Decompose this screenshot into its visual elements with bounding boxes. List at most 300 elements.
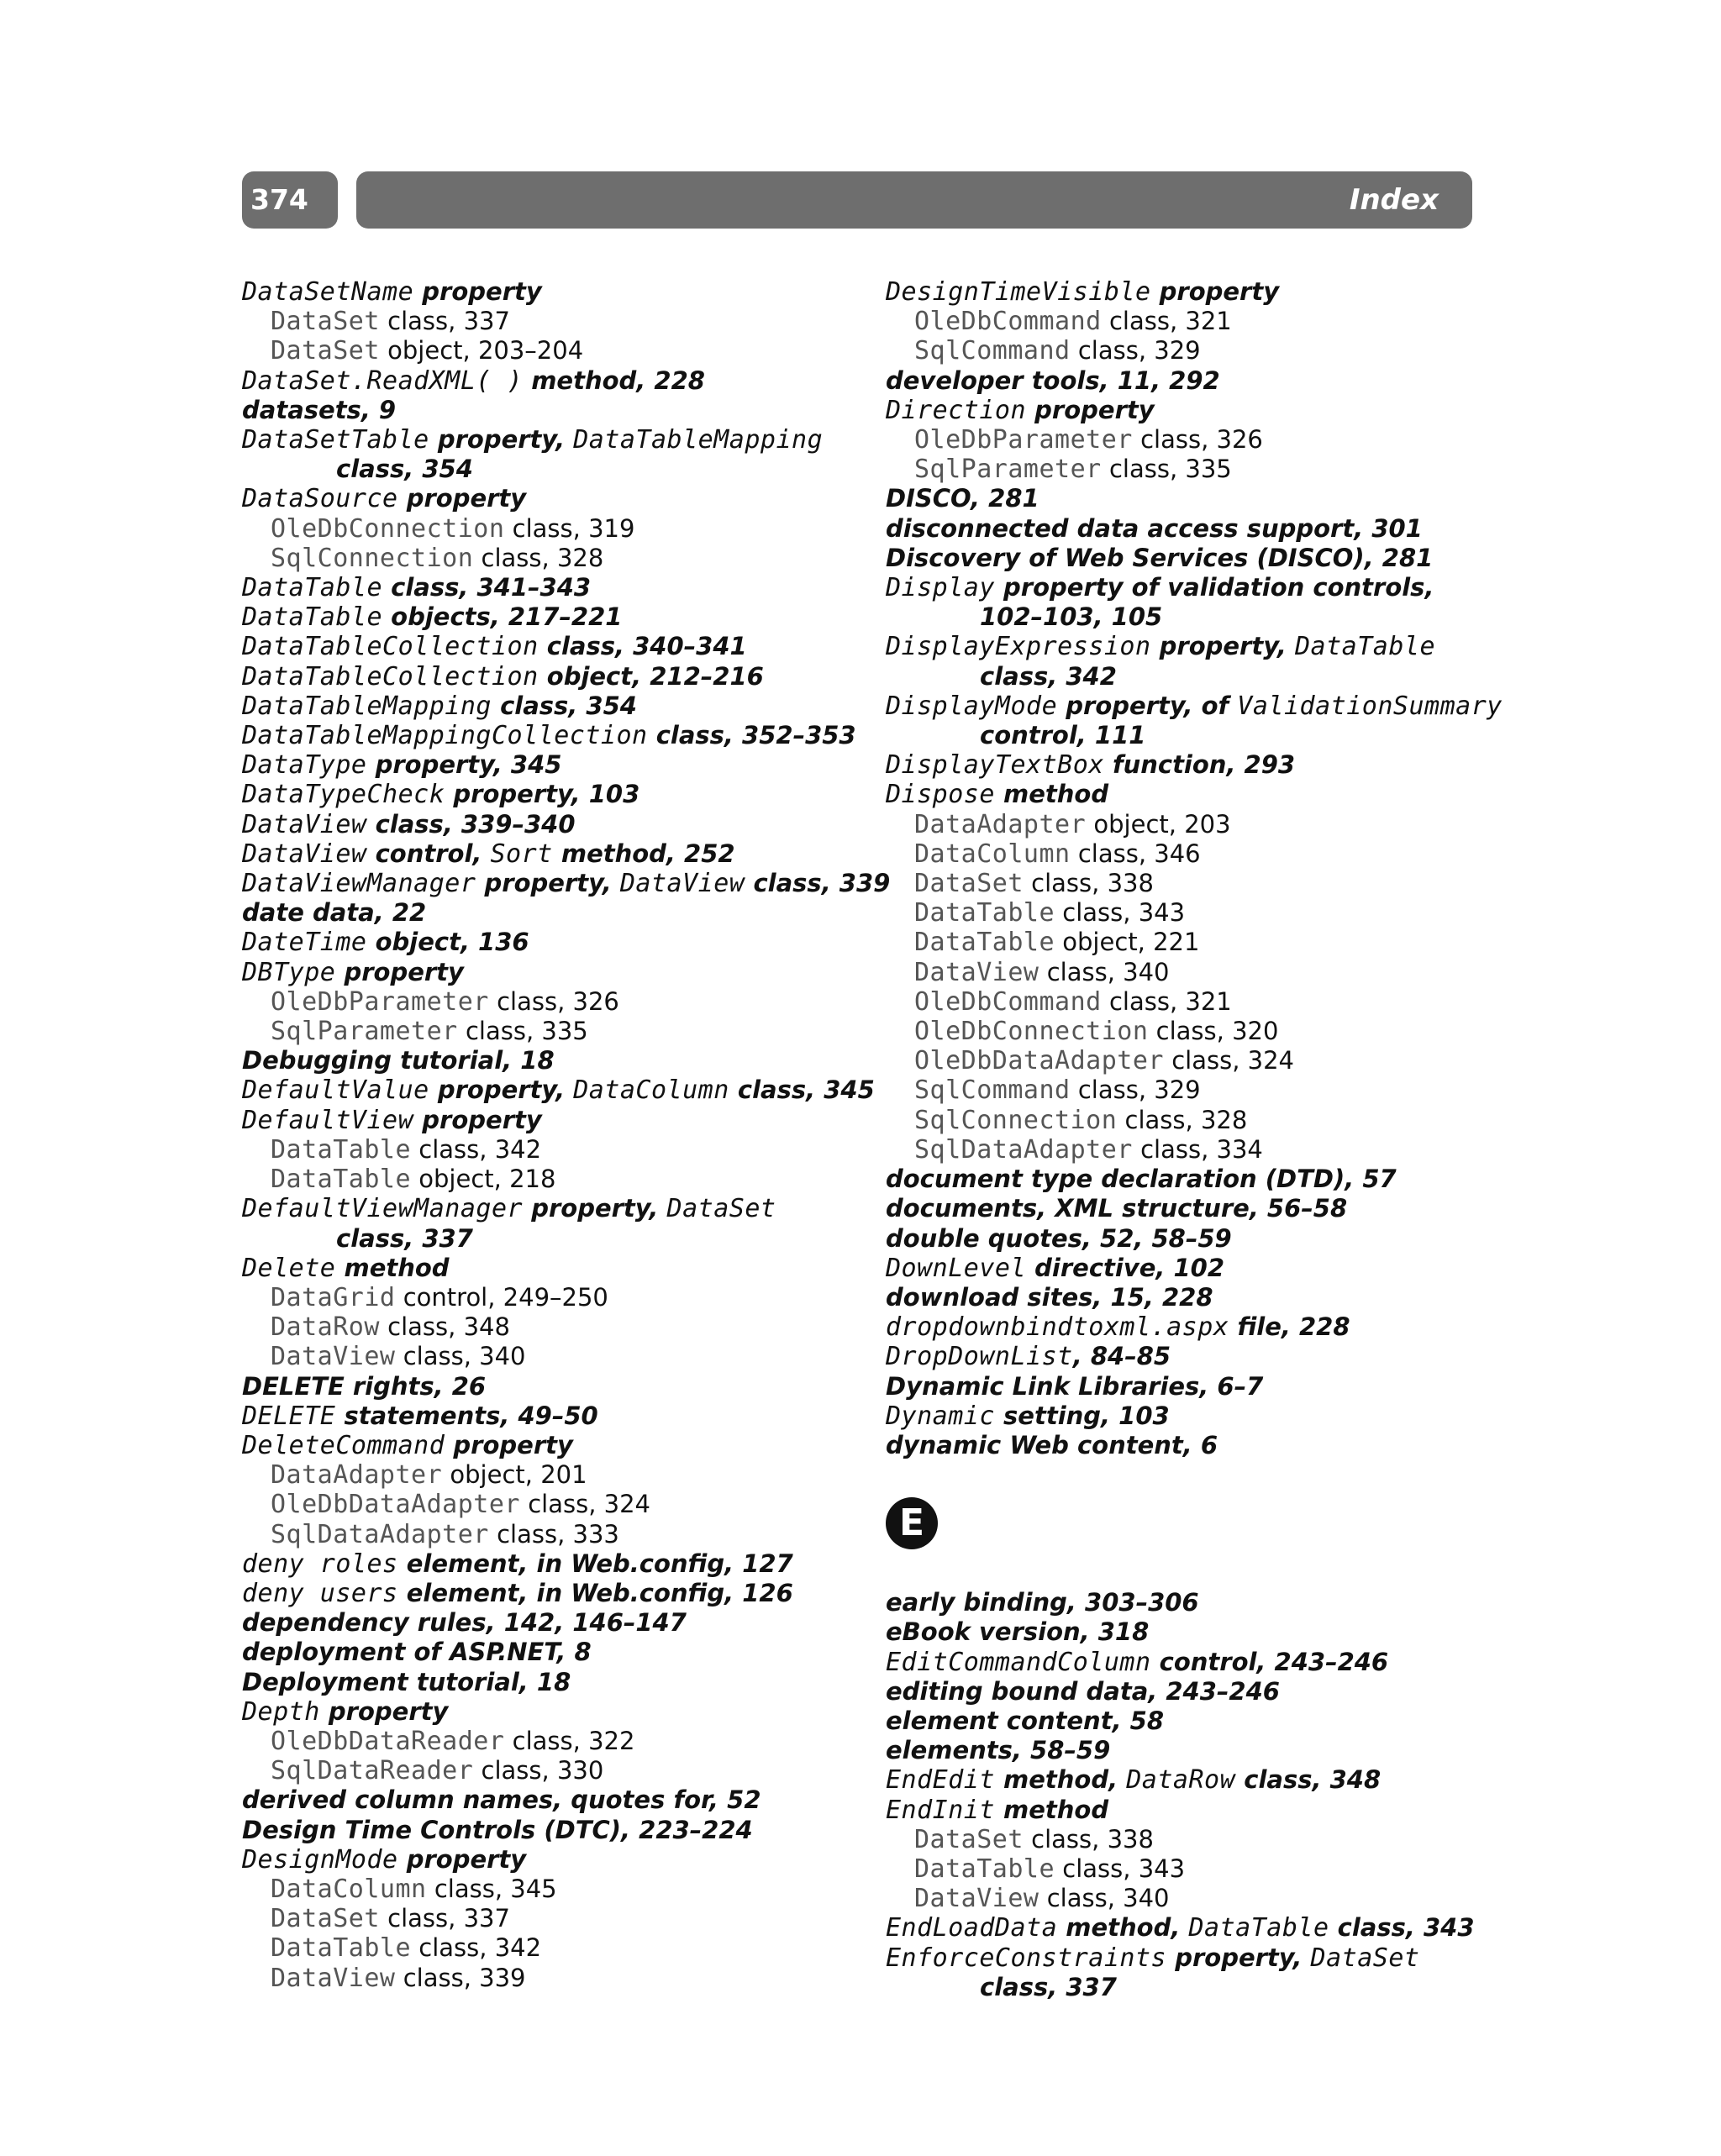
index-entry (242, 750, 830, 780)
code-term: DataTable (271, 1933, 412, 1964)
code-term: DataView (271, 1342, 396, 1372)
index-text: , 84–85 (1072, 1342, 1171, 1371)
index-entry-continuation (242, 1224, 830, 1254)
index-text: class, 352–353 (647, 721, 856, 750)
index-text: class, 342 (411, 1933, 542, 1963)
code-term: OleDbCommand (914, 986, 1102, 1017)
index-text: class, 324 (1163, 1046, 1294, 1075)
code-term: DataTable (271, 1165, 412, 1195)
index-subentry (242, 544, 830, 573)
code-term: ValidationSummary (1237, 691, 1503, 721)
code-term: Dynamic (886, 1401, 995, 1431)
code-term: EndEdit (886, 1765, 995, 1796)
code-term: DateTime (242, 928, 367, 958)
index-subentry (242, 1904, 830, 1933)
index-text: object, 203 (1086, 809, 1231, 839)
index-entry (886, 632, 1482, 661)
index-subentry (242, 307, 830, 336)
index-entry (242, 632, 830, 661)
index-entry (242, 1579, 830, 1608)
index-text: property (1026, 395, 1155, 424)
index-text: property (319, 1696, 449, 1726)
index-text: class, 335 (1101, 455, 1232, 484)
index-subentry (886, 1017, 1482, 1046)
index-text: property (335, 957, 464, 986)
code-term: Depth (242, 1696, 320, 1727)
index-subentry (242, 1283, 830, 1312)
index-subentry (886, 1854, 1482, 1884)
index-entry (242, 484, 830, 513)
index-text: control, 111 (980, 721, 1146, 750)
index-entry-continuation (242, 455, 830, 484)
index-text: object, 221 (1055, 928, 1200, 957)
index-text: class, 345 (729, 1075, 875, 1105)
index-text: objects, 217–221 (382, 602, 623, 632)
index-text: element, in Web.config, 127 (397, 1549, 793, 1578)
index-entry (886, 1765, 1482, 1795)
index-entry (242, 1106, 830, 1135)
index-text: property, (523, 1194, 667, 1223)
index-subentry (886, 307, 1482, 336)
code-term: DesignTimeVisible (886, 277, 1151, 307)
index-text: elements, 58–59 (886, 1736, 1111, 1765)
code-term: SqlDataAdapter (914, 1134, 1133, 1165)
index-entry (886, 780, 1482, 809)
index-text: class, 328 (1117, 1105, 1248, 1134)
code-term: DataSet (914, 1824, 1024, 1854)
code-term: DataSet (271, 307, 380, 337)
index-entry (242, 691, 830, 721)
index-entry (242, 366, 830, 396)
index-subentry (886, 958, 1482, 987)
code-term: DefaultValue (242, 1075, 429, 1106)
index-entry (242, 839, 830, 869)
index-text: control, 249–250 (395, 1282, 608, 1312)
index-text: class, 340 (395, 1342, 526, 1371)
code-term: DataSet (271, 336, 380, 366)
code-term: DataTable (1294, 632, 1436, 662)
code-term: OleDbCommand (914, 307, 1102, 337)
index-subentry (242, 987, 830, 1017)
index-text: object, 218 (411, 1165, 556, 1194)
index-text: class, 343 (1329, 1913, 1475, 1943)
index-text: property, (1166, 1943, 1311, 1972)
index-text: class, 326 (488, 986, 619, 1016)
code-term: DataTable (271, 1134, 412, 1165)
index-entry (886, 1431, 1482, 1460)
index-text: eBook version, 318 (886, 1617, 1150, 1647)
code-term: OleDbDataAdapter (271, 1490, 520, 1520)
index-entry (886, 1372, 1482, 1401)
index-entry (886, 1706, 1482, 1736)
index-subentry (242, 1727, 830, 1756)
index-text: object, 212–216 (538, 661, 764, 691)
code-term: Direction (886, 395, 1027, 425)
index-text: class, 337 (980, 1972, 1117, 2001)
index-entry (886, 1588, 1482, 1617)
index-subentry (886, 869, 1482, 898)
index-entry (886, 1194, 1482, 1223)
index-text: Deployment tutorial, 18 (242, 1667, 571, 1696)
index-text: date data, 22 (242, 898, 427, 928)
index-text: class, 339 (395, 1963, 526, 1992)
index-text: class, 339 (745, 869, 891, 898)
code-term: Display (886, 573, 995, 603)
index-text: class, 330 (473, 1756, 604, 1785)
index-text: class, 328 (473, 543, 604, 572)
index-subentry (242, 1135, 830, 1165)
index-entry (886, 1648, 1482, 1677)
index-text: method (994, 780, 1109, 809)
index-text: statements, 49–50 (335, 1401, 598, 1430)
code-term: deny roles (242, 1549, 398, 1579)
index-subentry (242, 1017, 830, 1046)
code-term: DataView (242, 809, 367, 839)
section-letter-badge: E (886, 1497, 938, 1549)
code-term: DataView (619, 869, 745, 899)
code-term: Delete (242, 1253, 336, 1283)
index-text: datasets, 9 (242, 395, 397, 424)
index-subentry (242, 514, 830, 544)
index-text: method (335, 1253, 450, 1282)
index-text: double quotes, 52, 58–59 (886, 1223, 1232, 1253)
index-text: class, 319 (504, 513, 635, 543)
code-term: OleDbConnection (914, 1017, 1149, 1047)
code-term: DataTableCollection (242, 632, 539, 662)
index-text: method, (994, 1765, 1127, 1795)
code-term: DesignMode (242, 1844, 398, 1875)
code-term: DataSet (1310, 1943, 1420, 1973)
code-term: OleDbDataReader (271, 1726, 505, 1756)
index-text: class, 333 (488, 1519, 619, 1549)
index-subentry (886, 1106, 1482, 1135)
index-entry (886, 544, 1482, 573)
index-text: control, 243–246 (1150, 1647, 1389, 1676)
code-term: DataTableCollection (242, 661, 539, 691)
index-entry (242, 1845, 830, 1875)
index-entry (242, 1785, 830, 1815)
index-text: 102–103, 105 (980, 602, 1163, 632)
index-text: element, in Web.config, 126 (397, 1578, 793, 1607)
index-text: class, 339–340 (366, 809, 576, 839)
index-entry (242, 869, 891, 899)
index-subentry (242, 1875, 830, 1904)
code-term: dropdownbindtoxml.aspx (886, 1312, 1229, 1343)
index-entry (886, 366, 1482, 396)
index-entry (242, 810, 830, 839)
index-text: class, 348 (1235, 1765, 1382, 1795)
index-entry (886, 1736, 1482, 1765)
index-text: DISCO, 281 (886, 484, 1039, 513)
index-text: object, 201 (442, 1460, 587, 1490)
index-text: class, 338 (1023, 1824, 1154, 1854)
index-text: class, 321 (1101, 307, 1232, 336)
index-entry (242, 1431, 830, 1460)
code-term: OleDbParameter (271, 986, 489, 1017)
index-subentry (886, 1884, 1482, 1913)
index-text: class, 329 (1070, 336, 1201, 365)
code-term: DisplayExpression (886, 632, 1151, 662)
code-term: DataView (914, 957, 1039, 987)
code-term: DataColumn (914, 839, 1071, 869)
code-term: DataView (914, 1884, 1039, 1914)
index-entry (886, 396, 1482, 425)
index-group-d (886, 277, 1503, 1460)
index-text: property, (429, 425, 574, 455)
index-entry (242, 1194, 830, 1223)
section-title: Index (356, 171, 1472, 229)
code-term: DataTable (914, 898, 1055, 928)
code-term: DataTable (914, 1854, 1055, 1884)
index-entry (242, 1401, 830, 1431)
code-term: DisplayTextBox (886, 750, 1104, 781)
index-text: class, 335 (457, 1017, 588, 1046)
index-text: class, 326 (1132, 425, 1263, 455)
index-text: dynamic Web content, 6 (886, 1430, 1218, 1459)
code-term: DataTable (242, 602, 383, 633)
index-subentry (886, 987, 1482, 1017)
index-text: element content, 58 (886, 1706, 1165, 1735)
index-text: class, 354 (491, 691, 637, 720)
section-letter-heading (886, 1497, 1482, 1581)
code-term: deny users (242, 1578, 398, 1608)
index-text: class, 340–341 (538, 632, 747, 661)
index-entry (242, 721, 856, 751)
index-entry-continuation (886, 1973, 1482, 2002)
index-text: class, 324 (519, 1490, 650, 1519)
code-term: SqlConnection (271, 543, 474, 573)
index-subentry (242, 1342, 830, 1371)
code-term: DELETE (242, 1401, 336, 1431)
index-subentry (242, 1520, 830, 1549)
index-text: download sites, 15, 228 (886, 1282, 1213, 1312)
index-text: class, 342 (980, 661, 1117, 691)
code-term: DataView (271, 1963, 396, 1993)
index-text: object, 203–204 (379, 336, 584, 365)
index-subentry (242, 1490, 830, 1519)
index-entry (886, 277, 1482, 307)
index-text: document type declaration (DTD), 57 (886, 1165, 1397, 1194)
index-entry (242, 1254, 830, 1283)
index-text: property, (1150, 632, 1295, 661)
code-term: DataAdapter (271, 1460, 443, 1491)
code-term: SqlDataAdapter (271, 1519, 489, 1549)
code-term: DataSet (271, 1904, 380, 1934)
index-entry (242, 573, 830, 602)
index-entry (886, 750, 1482, 780)
index-text: documents, XML structure, 56–58 (886, 1194, 1348, 1223)
index-entry (242, 1697, 830, 1727)
index-entry (242, 1075, 875, 1106)
index-text: property, of (1057, 691, 1238, 720)
index-text: disconnected data access support, 301 (886, 513, 1423, 543)
index-text: function, 293 (1103, 750, 1296, 780)
index-text: class, 354 (336, 455, 473, 484)
index-entry (242, 928, 830, 957)
index-subentry (242, 1460, 830, 1490)
index-entry (242, 277, 830, 307)
index-subentry (242, 1165, 830, 1194)
index-text: control, (366, 839, 491, 868)
index-entry (886, 1796, 1482, 1825)
code-term: DataTable (914, 928, 1055, 958)
index-entry-continuation (886, 662, 1482, 691)
code-term: OleDbParameter (914, 425, 1133, 455)
code-term: EditCommandColumn (886, 1647, 1151, 1677)
index-text: Design Time Controls (DTC), 223–224 (242, 1815, 753, 1844)
index-subentry (242, 1312, 830, 1342)
index-entry (886, 1283, 1482, 1312)
code-term: DataTableMappingCollection (242, 721, 648, 751)
index-text: object, 136 (366, 928, 529, 957)
index-entry (242, 780, 830, 809)
index-entry (242, 1046, 830, 1075)
code-term: OleDbConnection (271, 513, 505, 544)
code-term: DownLevel (886, 1253, 1027, 1283)
code-term: DataType (242, 750, 367, 781)
index-text: class, 322 (504, 1726, 635, 1755)
index-entry (886, 514, 1482, 544)
code-term: OleDbDataAdapter (914, 1046, 1164, 1076)
code-term: SqlCommand (914, 336, 1071, 366)
index-subentry (886, 898, 1482, 928)
index-entry (242, 1816, 830, 1845)
index-subentry (886, 336, 1482, 365)
index-entry (886, 1312, 1482, 1342)
index-entry (242, 958, 830, 987)
index-text: class, 340 (1039, 957, 1170, 986)
index-text: method, 252 (552, 839, 735, 868)
index-entry (886, 1165, 1482, 1194)
index-text: class, 341–343 (382, 573, 592, 602)
code-term: DataAdapter (914, 809, 1087, 839)
index-subentry (886, 1825, 1482, 1854)
code-term: EnforceConstraints (886, 1943, 1167, 1973)
code-term: DataView (242, 839, 367, 869)
index-text: method (994, 1795, 1109, 1824)
index-entry (886, 1224, 1482, 1254)
code-term: DataTableMapping (242, 691, 492, 721)
index-text: class, 340 (1039, 1884, 1170, 1913)
index-entry (242, 898, 830, 928)
code-term: DataSet (666, 1194, 776, 1224)
index-subentry (242, 336, 830, 365)
index-subentry (886, 455, 1482, 484)
code-term: DataViewManager (242, 869, 476, 899)
index-text: class, 338 (1023, 869, 1154, 898)
index-entry (242, 1668, 830, 1697)
index-text: class, 329 (1070, 1075, 1201, 1105)
code-term: DataSet.ReadXML( ) (242, 365, 524, 396)
index-text: Discovery of Web Services (DISCO), 281 (886, 543, 1434, 572)
index-subentry (242, 1756, 830, 1785)
code-term: SqlParameter (271, 1017, 458, 1047)
code-term: DataSource (242, 484, 398, 514)
index-entry (886, 573, 1482, 602)
code-term: EndLoadData (886, 1913, 1058, 1943)
index-subentry (242, 1964, 830, 1993)
code-term: DataSet (914, 869, 1024, 899)
code-term: DBType (242, 957, 336, 987)
index-text: class, 343 (1055, 898, 1186, 928)
index-subentry (886, 1046, 1482, 1075)
index-subentry (886, 810, 1482, 839)
index-entry (242, 1549, 830, 1579)
index-text: property, (476, 869, 620, 898)
index-text: property (397, 1844, 527, 1874)
index-text: class, 346 (1070, 839, 1201, 868)
code-term: DataTable (1188, 1913, 1329, 1943)
index-entry (886, 1254, 1482, 1283)
index-subentry (242, 1933, 830, 1963)
index-entry (242, 425, 830, 455)
page-header (242, 171, 1472, 229)
code-term: DisplayMode (886, 691, 1058, 721)
index-entry (886, 1943, 1482, 1973)
index-text: class, 348 (379, 1312, 510, 1342)
index-text: class, 337 (379, 1904, 510, 1933)
code-term: SqlCommand (914, 1075, 1071, 1106)
code-term: DataSetTable (242, 425, 429, 455)
index-text: property (445, 1430, 573, 1459)
index-entry (886, 1677, 1482, 1706)
index-subentry (886, 1075, 1482, 1105)
code-term: EndInit (886, 1795, 995, 1825)
index-text: property, 345 (366, 750, 562, 780)
index-entry (242, 1608, 830, 1638)
index-text: developer tools, 11, 292 (886, 365, 1220, 395)
code-term: DataGrid (271, 1282, 396, 1312)
index-text: property of validation controls, (994, 573, 1434, 602)
index-entry (242, 396, 830, 425)
index-entry (886, 1617, 1482, 1647)
index-text: editing bound data, 243–246 (886, 1676, 1280, 1706)
index-text: early binding, 303–306 (886, 1588, 1199, 1617)
index-column-right (886, 277, 1503, 2002)
page-number: 374 (242, 171, 338, 229)
code-term: SqlParameter (914, 455, 1102, 485)
code-term: DropDownList (886, 1342, 1073, 1372)
index-text: file, 228 (1229, 1312, 1350, 1342)
code-term: DataTableMapping (573, 425, 824, 455)
index-text: class, 345 (426, 1874, 557, 1903)
index-subentry (886, 425, 1482, 455)
index-entry (886, 1401, 1482, 1431)
index-entry (886, 691, 1503, 721)
index-entry (242, 1372, 830, 1401)
index-entry (886, 484, 1482, 513)
index-text: method, 228 (523, 365, 705, 395)
index-subentry (886, 1135, 1482, 1165)
code-term: DefaultViewManager (242, 1194, 524, 1224)
index-text: class, 334 (1132, 1134, 1263, 1164)
index-text: directive, 102 (1026, 1253, 1225, 1282)
index-text: property, 103 (445, 780, 640, 809)
index-text: property, (429, 1075, 574, 1105)
index-subentry (886, 839, 1482, 869)
index-text: class, 342 (411, 1134, 542, 1164)
index-text: class, 337 (379, 307, 510, 336)
code-term: DataTypeCheck (242, 780, 445, 810)
code-term: DataColumn (271, 1874, 427, 1904)
index-text: class, 321 (1101, 986, 1232, 1016)
code-term: DeleteCommand (242, 1430, 445, 1460)
index-subentry (886, 928, 1482, 957)
index-group-e (886, 1588, 1482, 2002)
index-column-left (242, 277, 891, 1993)
index-text: property (413, 1105, 542, 1134)
index-text: class, 337 (336, 1223, 473, 1253)
